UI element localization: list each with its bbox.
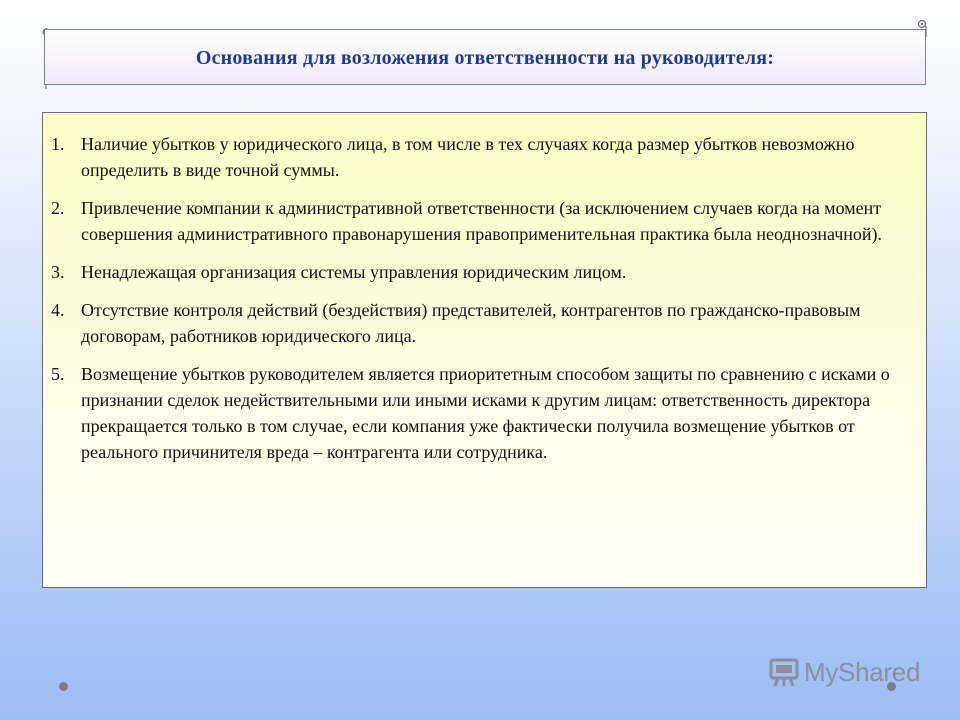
- list-item-number: 3.: [51, 262, 65, 282]
- list-item: [51, 259, 902, 285]
- list-item: [51, 361, 902, 465]
- list-item-text: Наличие убытков у юридического лица, в том числе в тех случаях когда размер убытков невозможно определить в виде точной суммы.: [81, 134, 855, 180]
- title-banner: [44, 29, 926, 85]
- watermark-text: MyShared: [804, 656, 921, 687]
- list-item-number: 1.: [51, 134, 65, 154]
- list-item-number: 5.: [51, 364, 65, 384]
- list-item-text: Привлечение компании к административной ответственности (за исключением случаев когда на момент совершения административного правонарушения правоприменительная практика была неоднозначной).: [81, 198, 883, 244]
- watermark-logo: [768, 654, 920, 690]
- list-item-text: Возмещение убытков руководителем является приоритетным способом защиты по сравнению с исками о признании сделок недействительными или иными исками к другим лицам: ответственность директора прекращается только в том случае, если компания уже фактически получила возмещение убытков от реального причинителя вреда – контрагента или сотрудника.: [81, 364, 890, 462]
- content-box: [42, 112, 927, 588]
- list-item-text: Отсутствие контроля действий (бездействия) представителей, контрагентов по гражданско-правовым договорам, работников юридического лица.: [81, 300, 861, 346]
- scroll-curl-right-decoration: [914, 17, 930, 37]
- list-item-number: 2.: [51, 198, 65, 218]
- presentation-board-icon: [768, 656, 800, 688]
- decorative-dot-left: [59, 682, 68, 691]
- list-item: [51, 131, 902, 183]
- list-item: [51, 195, 902, 247]
- list-item-text: Ненадлежащая организация системы управления юридическим лицом.: [81, 262, 627, 282]
- list-item: [51, 297, 902, 349]
- slide-title: Основания для возложения ответственности на руководителя:: [195, 46, 775, 69]
- list-item-number: 4.: [51, 300, 65, 320]
